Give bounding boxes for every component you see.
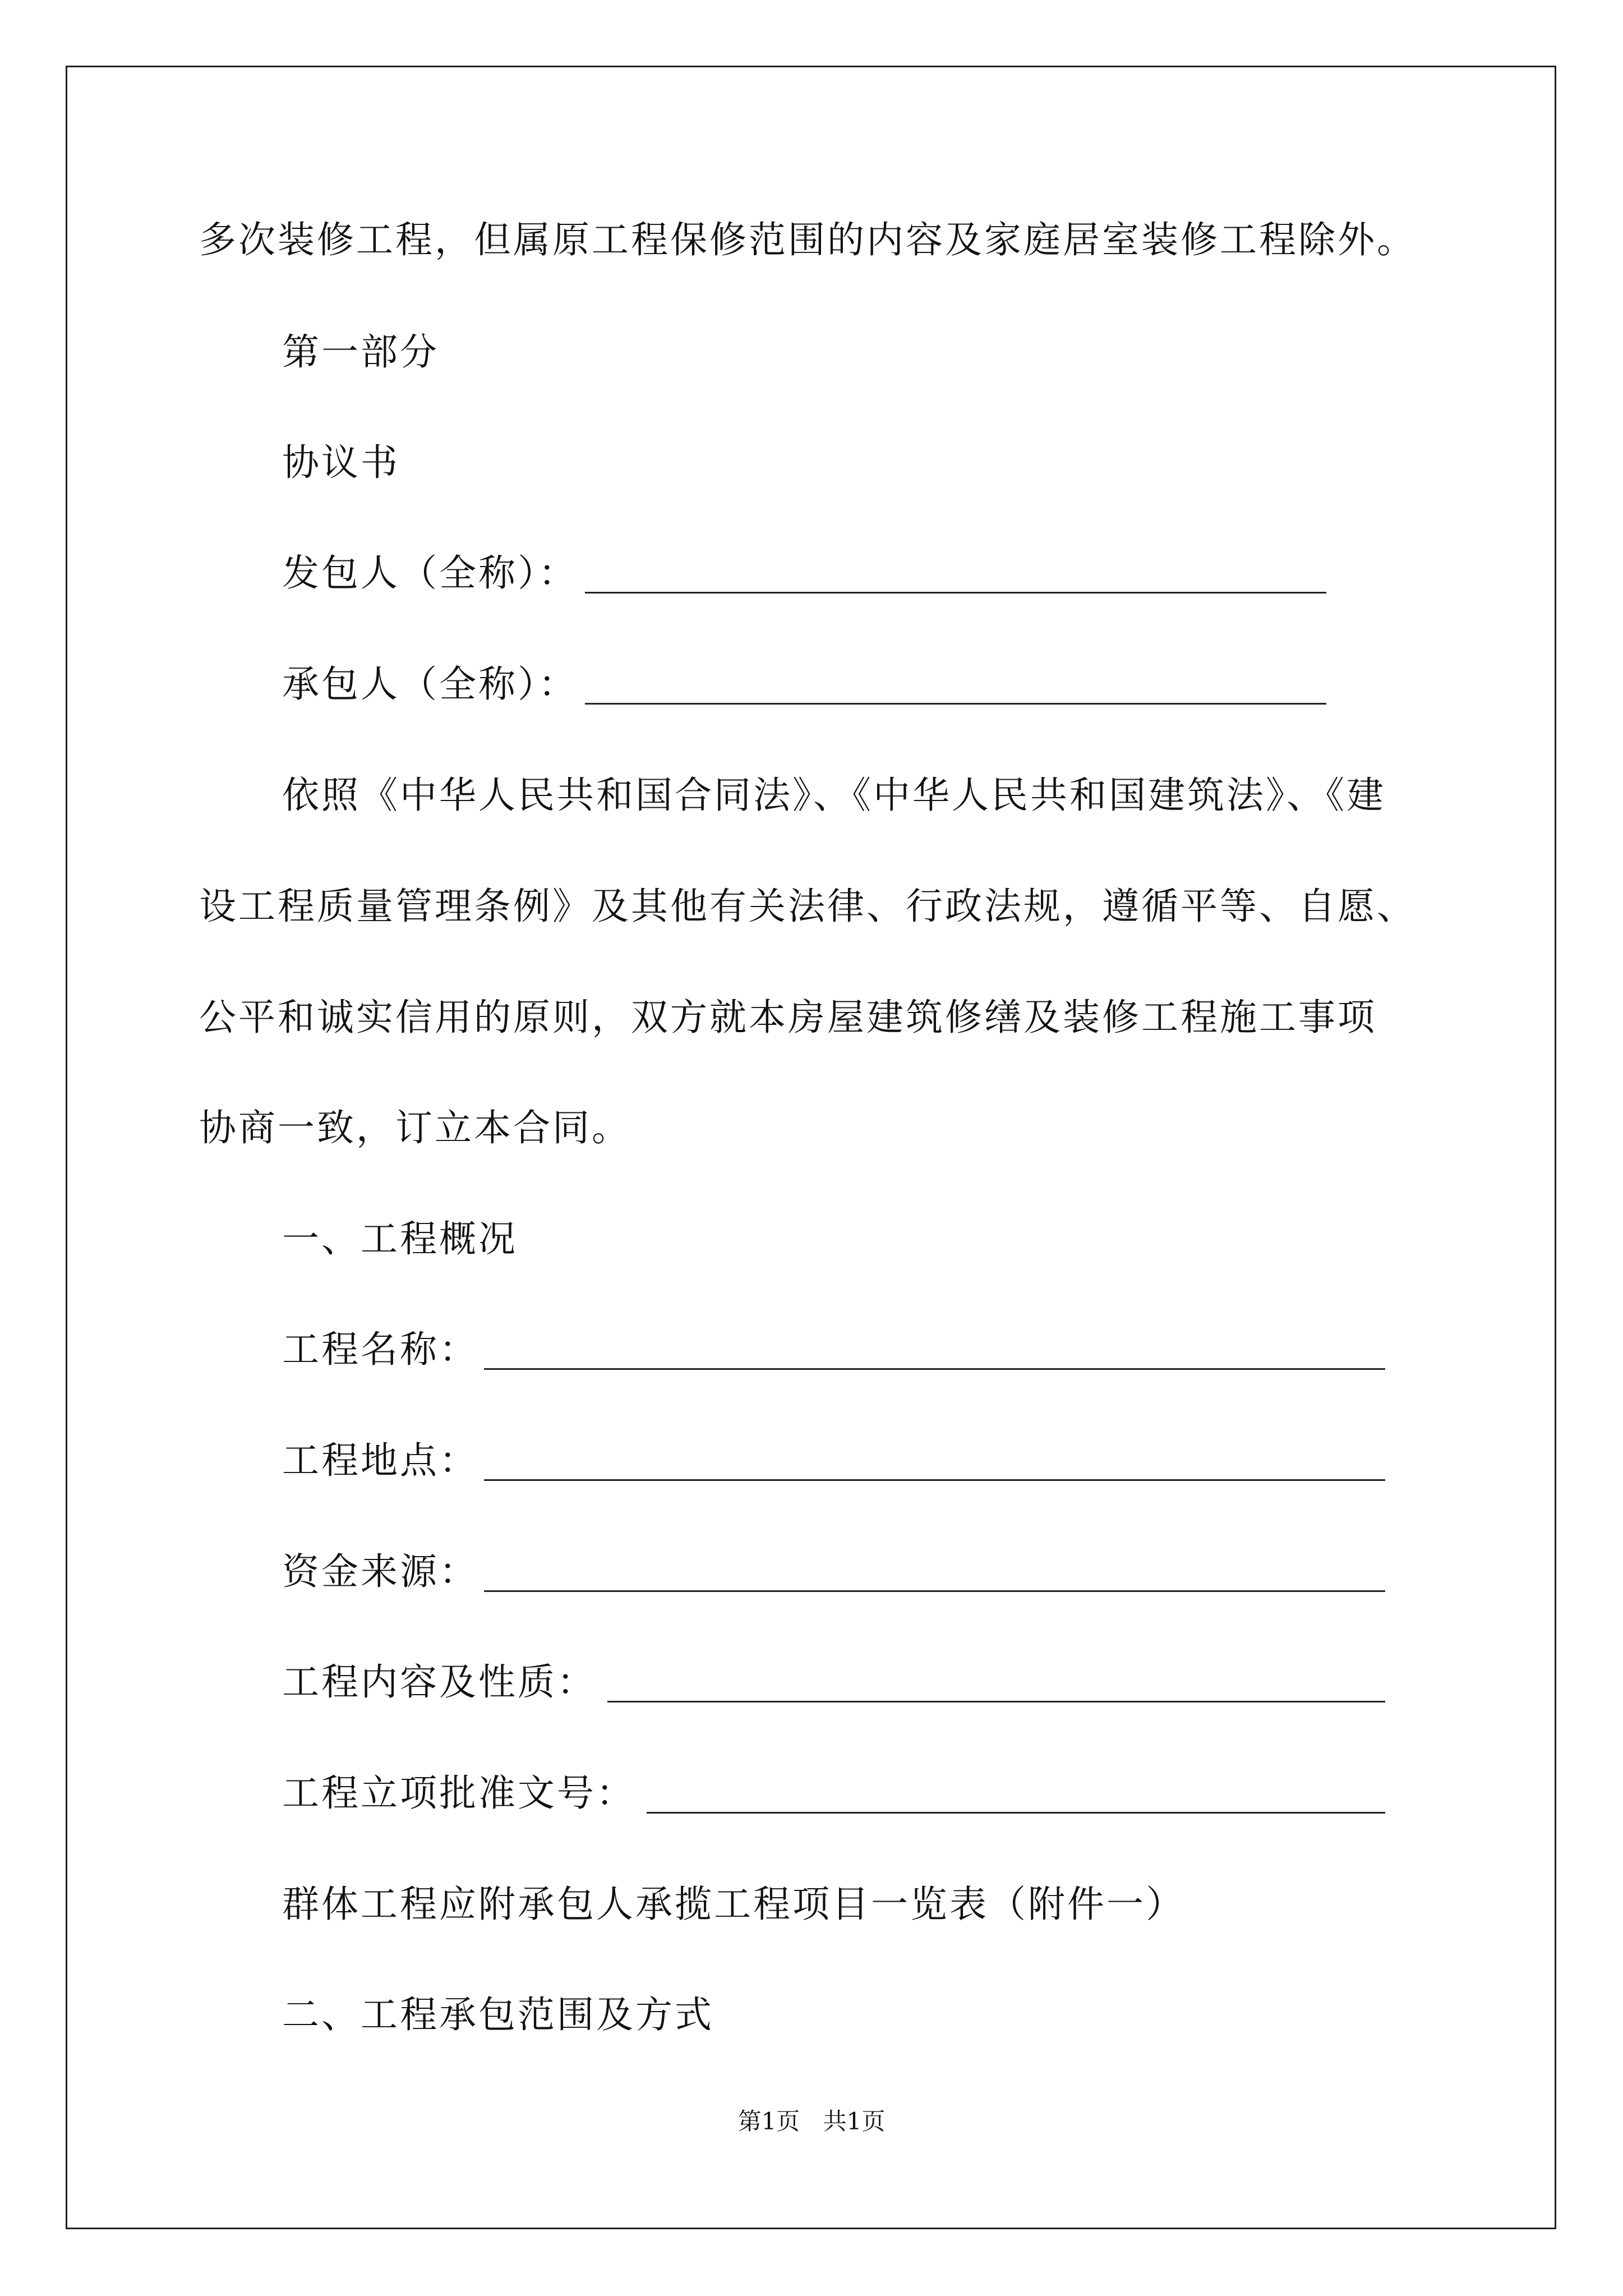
page-footer (0, 2107, 1623, 2136)
paragraph-line: 协商一致，订立本合同。 (199, 1106, 631, 1149)
paragraph-line: 公平和诚实信用的原则，双方就本房屋建筑修缮及装修工程施工事项 (199, 996, 1377, 1039)
part-heading: 第一部分 (282, 330, 439, 374)
approval-number-blank (647, 1812, 1385, 1814)
page-number: 第1页 (737, 2108, 800, 2135)
paragraph-line: 设工程质量管理条例》及其他有关法律、行政法规，遵循平等、自愿、 (199, 885, 1416, 928)
project-location-label: 工程地点： (282, 1439, 478, 1482)
project-name-blank (484, 1368, 1385, 1370)
section-heading: 二、工程承包范围及方式 (282, 1993, 714, 2036)
page-total: 共1页 (823, 2108, 886, 2135)
project-content-blank (607, 1701, 1385, 1703)
paragraph-line: 群体工程应附承包人承揽工程项目一览表（附件一） (282, 1883, 1185, 1926)
approval-number-label: 工程立项批准文号： (282, 1772, 635, 1815)
funding-source-blank (484, 1590, 1385, 1592)
project-location-blank (484, 1479, 1385, 1481)
paragraph-line: 依照《中华人民共和国合同法》、《中华人民共和国建筑法》、《建 (282, 774, 1386, 817)
project-content-label: 工程内容及性质： (282, 1660, 596, 1704)
agreement-heading: 协议书 (282, 441, 400, 484)
employer-blank (585, 592, 1326, 593)
contractor-blank (585, 703, 1326, 705)
funding-source-label: 资金来源： (282, 1550, 478, 1593)
paragraph-line: 多次装修工程，但属原工程保修范围的内容及家庭居室装修工程除外。 (199, 218, 1416, 261)
contractor-label: 承包人（全称）： (282, 662, 578, 706)
section-heading: 一、工程概况 (282, 1217, 518, 1260)
project-name-label: 工程名称： (282, 1328, 478, 1371)
employer-label: 发包人（全称）： (282, 551, 578, 595)
